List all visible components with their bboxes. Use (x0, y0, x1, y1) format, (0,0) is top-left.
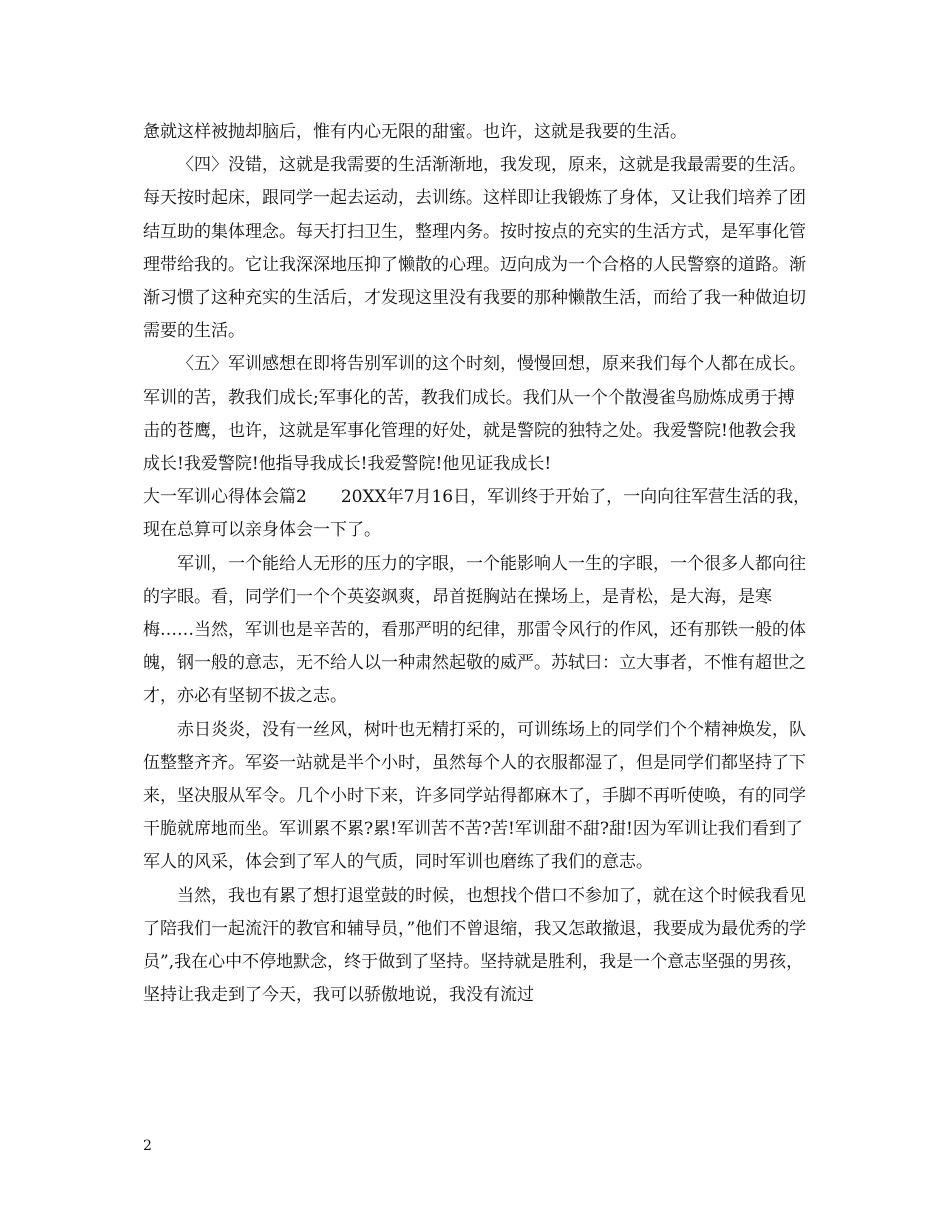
paragraph: 当然，我也有累了想打退堂鼓的时候，也想找个借口不参加了，就在这个时候我看见了陪我们一起流汗的教官和辅导员，”他们不曾退缩，我又怎敢撤退，我要成为最优秀的学员”,我在心中不停地默念，终于做到了坚持。坚持就是胜利，我是一个意志坚强的男孩，坚持让我走到了今天，我可以骄傲地说，我没有流过 (143, 885, 807, 1006)
document-body (143, 116, 811, 1012)
page-number: 2 (143, 1138, 152, 1154)
paragraph: 军训，一个能给人无形的压力的字眼，一个能影响人一生的字眼，一个很多人都向往的字眼。看，同学们一个个英姿飒爽，昂首挺胸站在操场上，是青松，是大海，是寒梅……当然，军训也是辛苦的，看那严明的纪律，那雷令风行的作风，还有那铁一般的体魄，钢一般的意志，无不给人以一种肃然起敬的威严。苏轼曰：立大事者，不惟有超世之才，亦必有坚韧不拔之志。 (143, 553, 806, 707)
paragraph: 惫就这样被抛却脑后，惟有内心无限的甜蜜。也许，这就是我要的生活。 (143, 122, 687, 142)
paragraph: 〈四〉没错，这就是我需要的生活渐渐地，我发现，原来，这就是我最需要的生活。每天按时起床，跟同学一起去运动，去训练。这样即让我锻炼了身体，又让我们培养了团结互助的集体理念。每天打扫卫生，整理内务。按时按点的充实的生活方式，是军事化管理带给我的。它让我深深地压抑了懒散的心理。迈向成为一个合格的人民警察的道路。渐渐习惯了这种充实的生活后，才发现这里没有我要的那种懒散生活，而给了我一种做迫切需要的生活。 (143, 155, 806, 342)
paragraph: 〈五〉军训感想在即将告别军训的这个时刻，慢慢回想，原来我们每个人都在成长。军训的苦，教我们成长;军事化的苦，教我们成长。我们从一个个散漫雀鸟励炼成勇于搏击的苍鹰，也许，这就是军事化管理的好处，就是警院的独特之处。我爱警院!他教会我成长!我爱警院!他指导我成长!我爱警院!他见证我成长! (143, 354, 806, 475)
paragraph: 大一军训心得体会篇2 20XX年7月16日，军训终于开始了，一向向往军营生活的我，现在总算可以亲身体会一下了。 (143, 487, 811, 541)
paragraph: 赤日炎炎，没有一丝风，树叶也无精打采的，可训练场上的同学们个个精神焕发，队伍整整齐齐。军姿一站就是半个小时，虽然每个人的衣服都湿了，但是同学们都坚持了下来，坚决服从军令。几个小时下来，许多同学站得都麻木了，手脚不再听使唤，有的同学干脆就席地而坐。军训累不累?累!军训苦不苦?苦!军训甜不甜?甜!因为军训让我们看到了军人的风采，体会到了军人的气质，同时军训也磨练了我们的意志。 (143, 719, 806, 873)
